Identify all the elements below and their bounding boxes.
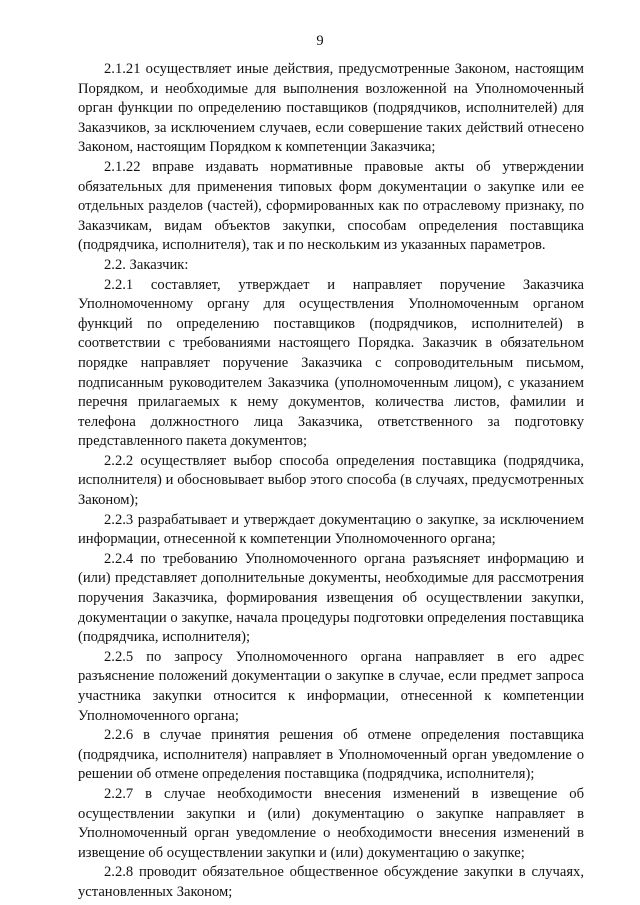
paragraph-2-2-3: 2.2.3 разрабатывает и утверждает документацию о закупке, за исключением информации, отнесенной к компетенции Уполномоченного органа; <box>78 511 584 548</box>
section-heading-2-2: 2.2. Заказчик: <box>104 256 189 273</box>
paragraph-2-2-7: 2.2.7 в случае необходимости внесения изменений в извещение об осуществлении закупки и (или) документацию о закупке направляет в Уполномоченный орган уведомление о необходимости внесения изменений в извещение об осуществлении закупки и (или) документацию о закупке; <box>78 785 584 861</box>
paragraph-2-2-4: 2.2.4 по требованию Уполномоченного органа разъясняет информацию и (или) представляет дополнительные документы, необходимые для рассмотрения поручения Заказчика, формирования извещения об осуществлении закупки, документации о закупке, начала процедуры подготовки определения поставщика (подрядчика, исполнителя); <box>78 550 584 646</box>
paragraph-2-1-21: 2.1.21 осуществляет иные действия, предусмотренные Законом, настоящим Порядком, и необходимые для выполнения возложенной на Уполномоченный орган функции по определению поставщиков (подрядчиков, исполнителей) для Заказчиков, за исключением случаев, если совершение таких действий отнесено Законом, настоящим Порядком к компетенции Заказчика; <box>78 61 584 156</box>
paragraph-2-2-2: 2.2.2 осуществляет выбор способа определения поставщика (подрядчика, исполнителя) и обосновывает выбор этого способа (в случаях, предусмотренных Законом); <box>78 452 584 509</box>
page-number: 9 <box>316 33 324 49</box>
paragraph-2-2-8: 2.2.8 проводит обязательное общественное обсуждение закупки в случаях, установленных Законом; <box>78 864 584 900</box>
paragraph-2-2-1: 2.2.1 составляет, утверждает и направляет поручение Заказчика Уполномоченному органу для осуществления Уполномоченным органом функций по определению поставщиков (подрядчиков, исполнителей) в соответствии с требованиями настоящего Порядка. Заказчик в обязательном порядке направляет поручение Заказчика с сопроводительным письмом, подписанным руководителем Заказчика (уполномоченным лицом), с указанием перечня прилагаемых к нему документов, количества листов, фамилии и телефона должностного лица Заказчика, ответственного за подготовку представленного пакета документов; <box>78 276 584 450</box>
paragraph-2-1-22: 2.1.22 вправе издавать нормативные правовые акты об утверждении обязательных для применения типовых форм документации о закупке или ее отдельных разделов (частей), сформированных как по отраслевому признаку, по Заказчикам, видам объектов закупки, способам определения поставщика (подрядчика, исполнителя), так и по нескольким из указанных параметров. <box>78 158 584 254</box>
paragraph-2-2-5: 2.2.5 по запросу Уполномоченного органа направляет в его адрес разъяснение положений документации о закупке в случае, если предмет запроса участника закупки относится к информации, отнесенной к компетенции Уполномоченного органа; <box>78 648 584 724</box>
paragraph-2-2-6: 2.2.6 в случае принятия решения об отмене определения поставщика (подрядчика, исполнителя) направляет в Уполномоченный орган уведомление о решении об отмене определения поставщика (подрядчика, исполнителя); <box>78 727 584 783</box>
document-body <box>78 60 584 903</box>
